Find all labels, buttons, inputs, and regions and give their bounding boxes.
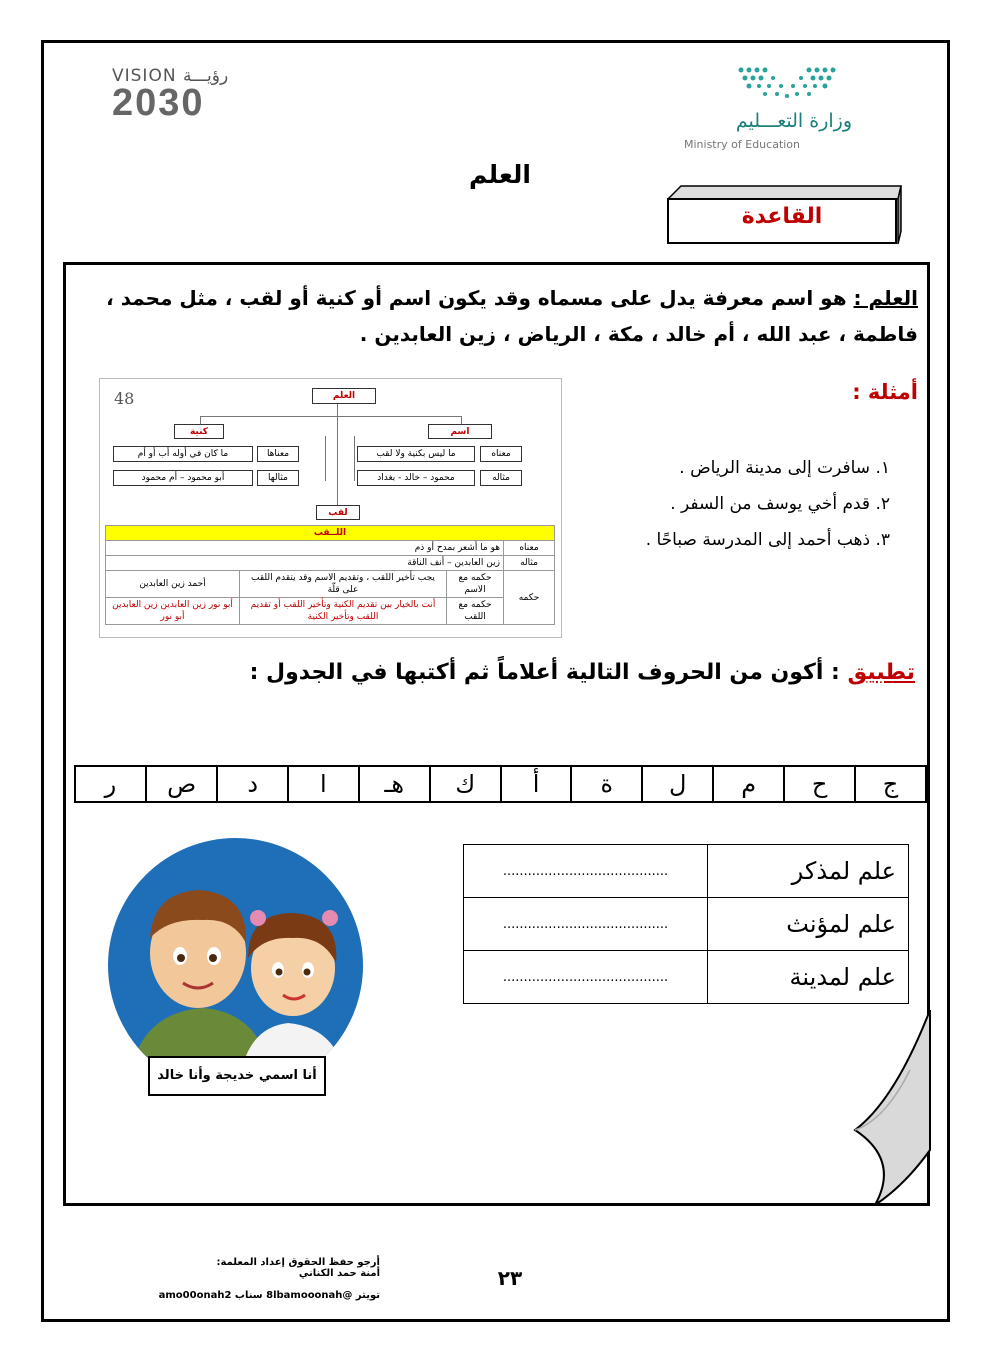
names-table <box>463 844 909 1004</box>
names-label-female: علم لمؤنث <box>708 898 909 951</box>
page-title: العلم <box>469 160 531 189</box>
diagram-laqab: لقب <box>316 505 360 520</box>
ministry-name-en: Ministry of Education <box>684 138 801 151</box>
vision-2030-logo <box>112 62 272 132</box>
diagram-root: العلم <box>312 388 376 404</box>
diagram-ism-example-label: مثاله <box>480 470 522 486</box>
application-label: تطبيق <box>847 660 915 685</box>
application-instruction: تطبيق : أكون من الحروف التالية أعلاماً ثم أكتبها في الجدول : <box>249 660 915 685</box>
page-number: ٢٣ <box>497 1266 523 1290</box>
diagram-kunya: كنية <box>174 424 224 439</box>
letter-cell: م <box>713 766 784 802</box>
letter-cell: د <box>217 766 288 802</box>
diagram-kunya-meaning-label: معناها <box>257 446 299 462</box>
letter-cell: أ <box>501 766 572 802</box>
diagram-page-number: 48 <box>114 389 135 408</box>
letter-cell: ا <box>288 766 359 802</box>
names-label-city: علم لمدينة <box>708 951 909 1004</box>
definition-text: هو اسم معرفة يدل على مسماه وقد يكون اسم أو كنية أو لقب ، مثل محمد ، فاطمة ، عبد الله ، أم خالد ، مكة ، الرياض ، زين العابدين . <box>106 286 918 346</box>
diagram-kunya-example: أبو محمود – أم محمود <box>113 470 253 486</box>
letter-cell: ل <box>642 766 713 802</box>
diagram-kunya-meaning: ما كان في أوله أب أو أم <box>113 446 253 462</box>
definition-term: العلم : <box>853 286 918 310</box>
table-row <box>464 845 909 898</box>
letter-cell: هـ <box>359 766 430 802</box>
letter-cell: ة <box>571 766 642 802</box>
vision-logo-text: VISION رؤيـــة <box>112 66 229 86</box>
illustration-caption: أنا اسمي خديجة وأنا خالد <box>148 1056 326 1096</box>
definition-paragraph <box>80 280 918 352</box>
diagram-ism: اسم <box>428 424 492 439</box>
table-row <box>464 898 909 951</box>
table-row <box>464 951 909 1004</box>
diagram-ism-meaning: ما ليس بكنية ولا لقب <box>357 446 475 462</box>
letter-cell: ك <box>430 766 501 802</box>
children-drawing-icon <box>108 838 363 1093</box>
example-item: ٣. ذهب أحمد إلى المدرسة صباحًا . <box>645 530 890 550</box>
children-illustration <box>108 838 363 1093</box>
letter-cell: ح <box>784 766 855 802</box>
diagram-kunya-example-label: مثالها <box>257 470 299 486</box>
diagram-ism-example: محمود – خالد - بغداد <box>357 470 475 486</box>
example-item: ٢. قدم أخي يوسف من السفر . <box>670 494 890 514</box>
letter-cell: ر <box>75 766 146 802</box>
table-row: حكمه مع اللقب أنت بالخيار بين تقديم الكنية وتأخير اللقب أو تقديم اللقب وتأخير الكنية أبو نور زين العابدين زين العابدين أبو نور <box>106 598 555 625</box>
laqab-table <box>105 525 555 625</box>
letter-cell: ص <box>146 766 217 802</box>
footer-social: تويتر @8lbamooonah سناب amo00onah2 <box>158 1290 380 1301</box>
example-item: ١. سافرت إلى مدينة الرياض . <box>679 458 890 478</box>
ministry-dots-icon <box>735 64 839 102</box>
ministry-name-ar: وزارة التعـــليم <box>735 110 852 132</box>
letters-table <box>74 765 927 803</box>
application-text: أكون من الحروف التالية أعلاماً ثم أكتبها في الجدول <box>266 660 824 685</box>
table-row: معناه هو ما أشعر بمدح أو ذم <box>106 541 555 556</box>
vision-logo-year: 2030 <box>112 82 205 124</box>
table-row: مثاله زين العابدين – أنف الناقة <box>106 556 555 571</box>
table-row: حكمه حكمه مع الاسم يجب تأخير اللقب ، وتقديم الاسم وقد يتقدم اللقب على قلّة أحمد زين العابدين <box>106 571 555 598</box>
examples-title: أمثلة : <box>852 380 918 404</box>
rule-label: القاعدة <box>741 204 823 229</box>
answer-blank[interactable]: ........................................ <box>464 951 708 1004</box>
examples-list <box>570 450 890 558</box>
answer-blank[interactable]: ........................................ <box>464 898 708 951</box>
laqab-table-header: اللــقب <box>106 526 555 541</box>
diagram-ism-meaning-label: معناه <box>480 446 522 462</box>
page-curl-icon <box>815 1010 935 1210</box>
letter-cell: ج <box>855 766 926 802</box>
alalam-diagram <box>99 378 562 638</box>
footer-credit: أرجو حفظ الحقوق إعداد المعلمة: أمنة حمد الكناني <box>216 1257 380 1279</box>
rule-box <box>667 185 902 245</box>
ministry-logo <box>680 62 852 152</box>
answer-blank[interactable]: ........................................ <box>464 845 708 898</box>
names-label-male: علم لمذكر <box>708 845 909 898</box>
